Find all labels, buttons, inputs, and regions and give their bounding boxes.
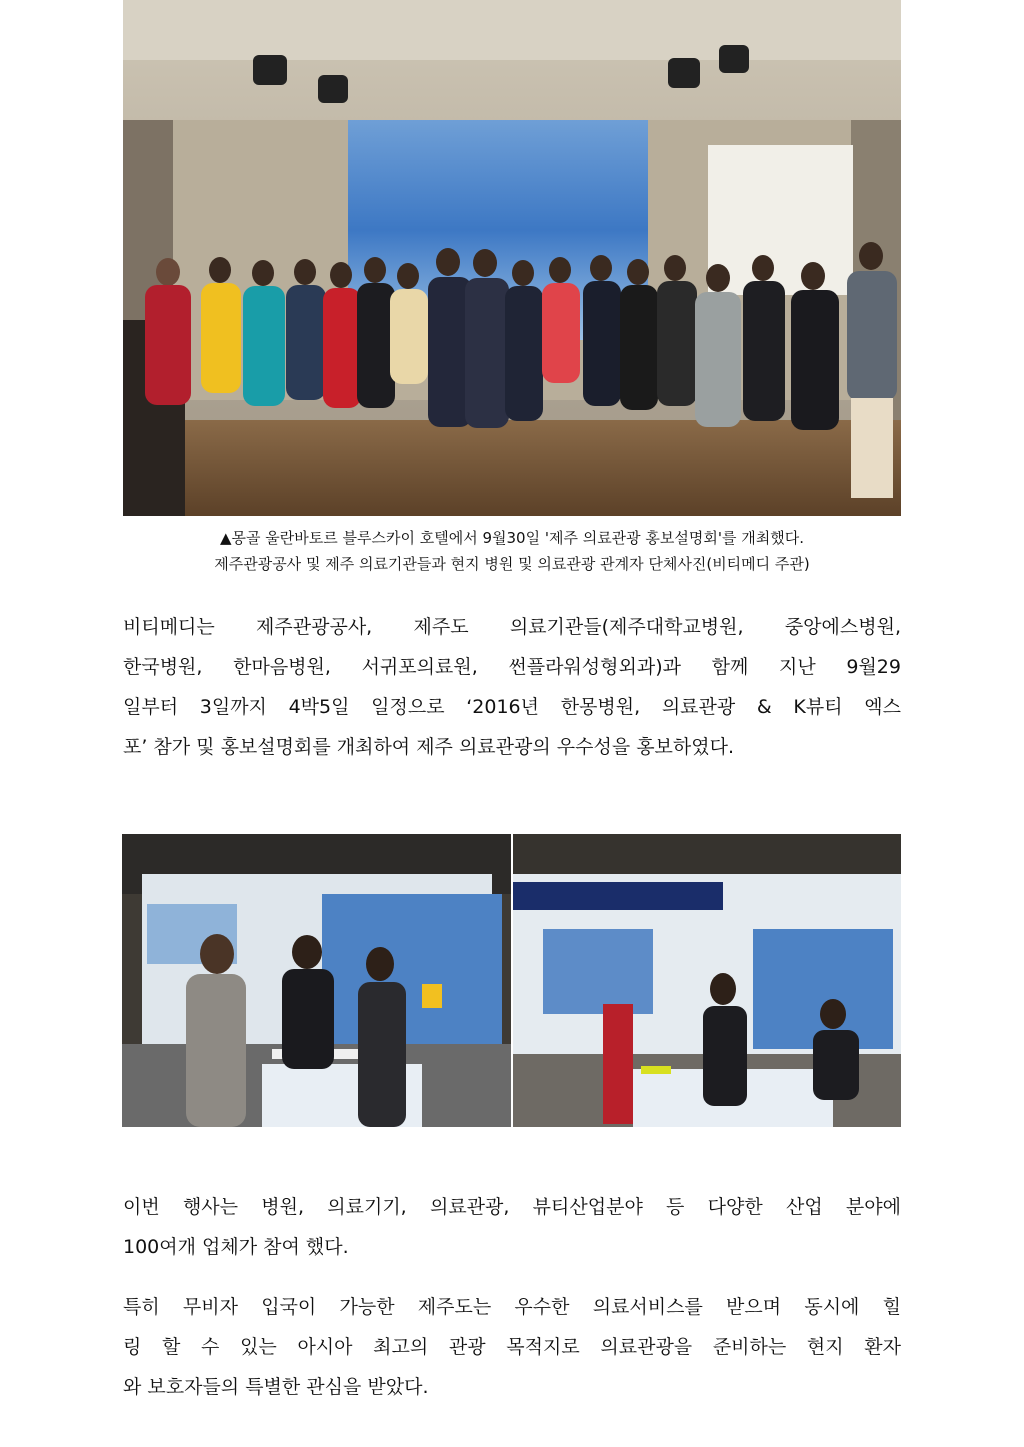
paragraph-line: 특히 무비자 입국이 가능한 제주도는 우수한 의료서비스를 받으며 동시에 힐 xyxy=(123,1296,901,1318)
paragraph-line: 100여개 업체가 참여 했다. xyxy=(123,1236,349,1258)
group-photo xyxy=(123,0,901,516)
photo-caption-line: ▲몽골 울란바토르 블루스카이 호텔에서 9월30일 '제주 의료관광 홍보설명회'를 개최했다. xyxy=(220,529,804,547)
expo-booth-photo-right xyxy=(513,834,901,1127)
expo-booth-photo-left xyxy=(122,834,511,1127)
paragraph-line: 와 보호자들의 특별한 관심을 받았다. xyxy=(123,1376,429,1398)
paragraph-line: 일부터 3일까지 4박5일 일정으로 ‘2016년 한몽병원, 의료관광 & K뷰티 엑스 xyxy=(123,696,901,718)
paragraph-line: 이번 행사는 병원, 의료기기, 의료관광, 뷰티산업분야 등 다양한 산업 분야에 xyxy=(123,1196,901,1218)
paragraph-line: 포’ 참가 및 홍보설명회를 개최하여 제주 의료관광의 우수성을 홍보하였다. xyxy=(123,736,735,758)
paragraph-line: 링 할 수 있는 아시아 최고의 관광 목적지로 의료관광을 준비하는 현지 환자 xyxy=(123,1336,901,1358)
photo-caption-line: 제주관광공사 및 제주 의료기관들과 현지 병원 및 의료관광 관계자 단체사진(비티메디 주관) xyxy=(214,555,810,573)
paragraph-line: 한국병원, 한마음병원, 서귀포의료원, 썬플라워성형외과)과 함께 지난 9월29 xyxy=(123,656,901,678)
paragraph-line: 비티메디는 제주관광공사, 제주도 의료기관들(제주대학교병원, 중앙에스병원, xyxy=(123,616,901,638)
